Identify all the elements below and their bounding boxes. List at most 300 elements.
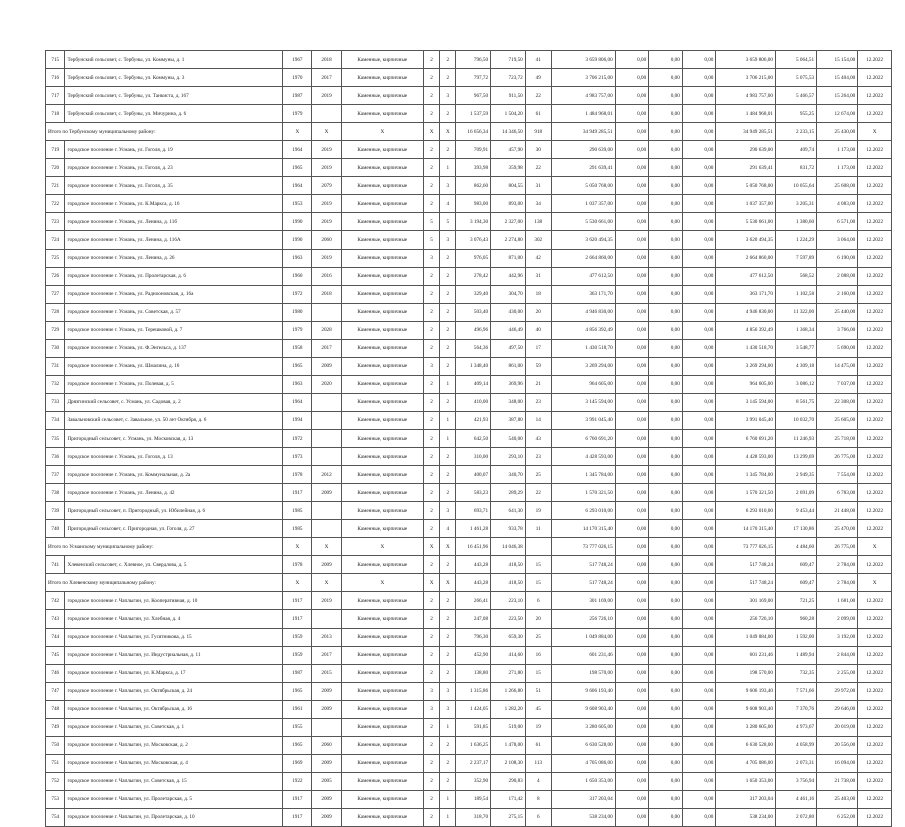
table-cell: 43 bbox=[525, 429, 551, 447]
table-cell: 443,28 bbox=[456, 556, 491, 574]
row-number: 718 bbox=[46, 105, 65, 123]
table-cell: 2 bbox=[423, 466, 439, 484]
table-cell: 2013 bbox=[312, 628, 341, 646]
table-cell: 3 192,00 bbox=[817, 628, 858, 646]
row-number: 730 bbox=[46, 339, 65, 357]
table-cell: 0,00 bbox=[615, 718, 649, 736]
table-cell: 25 430,00 bbox=[817, 123, 858, 141]
table-cell: 1964 bbox=[283, 393, 312, 411]
housing-register-table bbox=[45, 50, 892, 827]
table-cell: 933,78 bbox=[491, 520, 526, 538]
table-cell: 2 bbox=[423, 808, 439, 826]
row-number: 743 bbox=[46, 610, 65, 628]
table-cell: 2 bbox=[423, 105, 439, 123]
table-cell: 1980 bbox=[283, 303, 312, 321]
table-cell: 2019 bbox=[312, 213, 341, 231]
table-cell: 6 bbox=[525, 808, 551, 826]
table-cell: Каменные, кирпичные bbox=[341, 267, 423, 285]
table-cell: 0,00 bbox=[615, 754, 649, 772]
table-cell: 14 170 315,40 bbox=[716, 520, 776, 538]
table-cell: 0,00 bbox=[682, 321, 716, 339]
table-cell: 2 bbox=[423, 393, 439, 411]
table-cell: 0,00 bbox=[615, 448, 649, 466]
table-cell: 340,70 bbox=[491, 466, 526, 484]
table-cell: X bbox=[312, 123, 341, 141]
table-cell: 1 592,00 bbox=[775, 628, 816, 646]
table-cell: 6 190,00 bbox=[817, 249, 858, 267]
table-cell: 0,00 bbox=[649, 213, 683, 231]
table-cell: 5 466,57 bbox=[775, 87, 816, 105]
table-cell: 11 246,93 bbox=[775, 429, 816, 447]
table-cell: 1 315,86 bbox=[456, 682, 491, 700]
table-cell: 12.2022 bbox=[858, 393, 892, 411]
table-cell: 418,50 bbox=[491, 574, 526, 592]
table-cell: 5 075,53 bbox=[775, 69, 816, 87]
table-cell: 198 570,00 bbox=[716, 664, 776, 682]
table-cell: 16 656,34 bbox=[456, 123, 491, 141]
table-cell: 22 bbox=[525, 484, 551, 502]
table-cell: 12.2022 bbox=[858, 195, 892, 213]
table-cell: 12.2022 bbox=[858, 69, 892, 87]
table-row bbox=[46, 556, 892, 574]
table-cell: 2 bbox=[440, 51, 456, 69]
table-cell: 51 bbox=[525, 682, 551, 700]
address-cell: городское поселение г. Усмань, ул. Ленина, д. 26 bbox=[65, 249, 283, 267]
table-cell: 301 169,00 bbox=[551, 592, 615, 610]
table-cell: 113 bbox=[525, 754, 551, 772]
row-number: 729 bbox=[46, 321, 65, 339]
table-row bbox=[46, 448, 892, 466]
table-cell: 2009 bbox=[312, 754, 341, 772]
table-cell: Каменные, кирпичные bbox=[341, 466, 423, 484]
table-cell: 3 991 045,40 bbox=[551, 411, 615, 429]
table-cell: 15 154,00 bbox=[817, 51, 858, 69]
table-cell: 719,50 bbox=[491, 51, 526, 69]
table-cell: X bbox=[312, 538, 341, 556]
address-cell: городское поселение г. Усмань, ул. Коммунальная, д. 2а bbox=[65, 466, 283, 484]
table-cell: Каменные, кирпичные bbox=[341, 628, 423, 646]
table-cell: 7 597,89 bbox=[775, 249, 816, 267]
table-cell: 2 bbox=[440, 754, 456, 772]
table-cell: 291 639,41 bbox=[551, 159, 615, 177]
table-cell: 796,30 bbox=[456, 628, 491, 646]
table-cell: 387,80 bbox=[491, 411, 526, 429]
table-cell: 517 748,24 bbox=[551, 574, 615, 592]
table-cell: 0,00 bbox=[682, 556, 716, 574]
address-cell: городское поселение г. Усмань, ул. Гоголя, д. 13 bbox=[65, 448, 283, 466]
table-row bbox=[46, 285, 892, 303]
address-cell: городское поселение г. Чаплыгин, ул. Октябрьская, д. 16 bbox=[65, 700, 283, 718]
table-cell: 421,93 bbox=[456, 411, 491, 429]
table-cell: 1 484 968,01 bbox=[551, 105, 615, 123]
table-cell: 2 bbox=[440, 556, 456, 574]
table-cell: 0,00 bbox=[649, 303, 683, 321]
table-cell: 291 639,41 bbox=[716, 159, 776, 177]
table-cell: Каменные, кирпичные bbox=[341, 375, 423, 393]
table-cell: 871,00 bbox=[491, 249, 526, 267]
table-cell: 0,00 bbox=[615, 411, 649, 429]
address-cell: городское поселение г. Чаплыгин, ул. Октябрьская, д. 24 bbox=[65, 682, 283, 700]
table-cell: 45 bbox=[525, 700, 551, 718]
table-cell: 409,74 bbox=[775, 141, 816, 159]
table-cell: 12.2022 bbox=[858, 141, 892, 159]
table-cell: 0,00 bbox=[682, 303, 716, 321]
table-cell: 2 bbox=[423, 177, 439, 195]
table-cell: 496,96 bbox=[456, 321, 491, 339]
table-row bbox=[46, 213, 892, 231]
row-number: 736 bbox=[46, 448, 65, 466]
table-cell: Каменные, кирпичные bbox=[341, 592, 423, 610]
table-cell: 1 102,58 bbox=[775, 285, 816, 303]
table-cell: 2079 bbox=[312, 177, 341, 195]
table-cell: 2 274,80 bbox=[491, 231, 526, 249]
table-cell: 2019 bbox=[312, 195, 341, 213]
table-cell: 2009 bbox=[312, 700, 341, 718]
table-cell: 0,00 bbox=[615, 177, 649, 195]
table-cell: 3 bbox=[440, 502, 456, 520]
table-cell: 2012 bbox=[312, 466, 341, 484]
address-cell: городское поселение г. Усмань, ул. Гоголя, д. 23 bbox=[65, 159, 283, 177]
table-cell: X bbox=[312, 574, 341, 592]
table-cell: 955,25 bbox=[775, 105, 816, 123]
table-cell: 5 bbox=[423, 213, 439, 231]
address-cell: Пригородный сельсовет, п. Пригородный, ул. Юбилейная, д. 6 bbox=[65, 502, 283, 520]
table-cell: 1 bbox=[440, 718, 456, 736]
table-cell: X bbox=[423, 538, 439, 556]
table-cell: 3 659 806,00 bbox=[551, 51, 615, 69]
table-row bbox=[46, 772, 892, 790]
table-cell: 2 bbox=[423, 736, 439, 754]
table-cell: 861,00 bbox=[491, 357, 526, 375]
table-cell: 11 bbox=[525, 520, 551, 538]
table-cell: 348,00 bbox=[491, 393, 526, 411]
table-cell: 12.2022 bbox=[858, 790, 892, 808]
table-cell: 5 690,00 bbox=[817, 339, 858, 357]
table-row bbox=[46, 393, 892, 411]
table-cell: 1 266,80 bbox=[491, 682, 526, 700]
table-cell: 1 bbox=[440, 790, 456, 808]
table-cell: 25 440,00 bbox=[817, 303, 858, 321]
table-cell: 0,00 bbox=[649, 754, 683, 772]
table-cell: 2 bbox=[440, 484, 456, 502]
table-row bbox=[46, 736, 892, 754]
table-cell: 19 bbox=[525, 718, 551, 736]
table-cell: X bbox=[440, 123, 456, 141]
table-cell: 363 171,70 bbox=[551, 285, 615, 303]
table-cell: 2 bbox=[423, 303, 439, 321]
table-cell: 12.2022 bbox=[858, 502, 892, 520]
table-row bbox=[46, 520, 892, 538]
table-cell: X bbox=[440, 538, 456, 556]
table-cell: 400,07 bbox=[456, 466, 491, 484]
table-cell: 1 282,20 bbox=[491, 700, 526, 718]
table-cell: 1922 bbox=[283, 772, 312, 790]
table-cell: 0,00 bbox=[649, 718, 683, 736]
table-cell: 12.2022 bbox=[858, 556, 892, 574]
table-cell: 2 237,17 bbox=[456, 754, 491, 772]
table-cell: 1987 bbox=[283, 87, 312, 105]
table-cell: 0,00 bbox=[682, 87, 716, 105]
table-cell: 20 bbox=[525, 303, 551, 321]
table-cell: 12.2022 bbox=[858, 177, 892, 195]
table-cell: 363 171,70 bbox=[716, 285, 776, 303]
table-cell: 2 bbox=[423, 51, 439, 69]
table-cell: 317 203,04 bbox=[716, 790, 776, 808]
table-cell: 12.2022 bbox=[858, 520, 892, 538]
table-cell: 0,00 bbox=[649, 808, 683, 826]
table-cell: 2 bbox=[440, 448, 456, 466]
table-cell: 6 571,00 bbox=[817, 213, 858, 231]
table-cell: 0,00 bbox=[615, 790, 649, 808]
table-cell: 1 368,34 bbox=[775, 321, 816, 339]
table-cell: 22 bbox=[525, 87, 551, 105]
table-cell: 3 bbox=[423, 249, 439, 267]
table-cell: 2 bbox=[423, 339, 439, 357]
row-number: 731 bbox=[46, 357, 65, 375]
table-cell: 0,00 bbox=[682, 195, 716, 213]
table-cell: Каменные, кирпичные bbox=[341, 502, 423, 520]
address-cell: городское поселение г. Усмань, ул. Советская, д. 57 bbox=[65, 303, 283, 321]
table-cell: 0,00 bbox=[649, 682, 683, 700]
table-cell: 540,00 bbox=[491, 429, 526, 447]
table-cell: X bbox=[423, 574, 439, 592]
table-cell: 138,80 bbox=[456, 664, 491, 682]
table-cell: 223,10 bbox=[491, 592, 526, 610]
table-cell: 290,83 bbox=[491, 772, 526, 790]
table-cell: 804,55 bbox=[491, 177, 526, 195]
table-cell: 17 130,86 bbox=[775, 520, 816, 538]
table-cell: X bbox=[283, 538, 312, 556]
table-row bbox=[46, 303, 892, 321]
row-number: 738 bbox=[46, 484, 65, 502]
table-cell: 12.2022 bbox=[858, 736, 892, 754]
table-cell: 0,00 bbox=[649, 429, 683, 447]
table-cell: 73 777 026,15 bbox=[551, 538, 615, 556]
table-cell: 1 537,59 bbox=[456, 105, 491, 123]
table-cell: 0,00 bbox=[649, 574, 683, 592]
table-cell: 1994 bbox=[283, 411, 312, 429]
address-cell: Тербунский сельсовет, с. Тербуны, ул. Мичурина, д. 6 bbox=[65, 105, 283, 123]
table-cell: 1917 bbox=[283, 610, 312, 628]
table-cell: 256 726,10 bbox=[551, 610, 615, 628]
table-cell: 0,00 bbox=[649, 411, 683, 429]
table-cell: 2009 bbox=[312, 808, 341, 826]
table-cell: 0,00 bbox=[682, 249, 716, 267]
table-cell: Каменные, кирпичные bbox=[341, 285, 423, 303]
table-cell: 41 bbox=[525, 51, 551, 69]
table-cell: 12.2022 bbox=[858, 411, 892, 429]
table-cell: 3 280 605,00 bbox=[716, 718, 776, 736]
table-cell: 0,00 bbox=[649, 177, 683, 195]
table-cell: 21 bbox=[525, 375, 551, 393]
table-cell: 12.2022 bbox=[858, 466, 892, 484]
table-cell: 4 428 593,00 bbox=[551, 448, 615, 466]
table-cell: 0,00 bbox=[682, 646, 716, 664]
table-cell: 2009 bbox=[312, 556, 341, 574]
table-cell: 0,00 bbox=[682, 51, 716, 69]
table-cell: 517 748,24 bbox=[551, 556, 615, 574]
table-cell: Каменные, кирпичные bbox=[341, 177, 423, 195]
subtotal-row bbox=[46, 538, 892, 556]
address-cell: городское поселение г. Усмань, ул. Ленина, д. 42 bbox=[65, 484, 283, 502]
table-cell: 49 bbox=[525, 69, 551, 87]
table-cell: 2 bbox=[440, 736, 456, 754]
table-cell: 2 bbox=[423, 375, 439, 393]
table-cell: 964 605,00 bbox=[716, 375, 776, 393]
table-cell: 3 bbox=[440, 231, 456, 249]
table-cell: 430,00 bbox=[491, 303, 526, 321]
table-cell: 1 570 321,50 bbox=[716, 484, 776, 502]
row-number: 748 bbox=[46, 700, 65, 718]
table-cell: 2 664 860,00 bbox=[551, 249, 615, 267]
table-cell: 23 bbox=[525, 393, 551, 411]
table-cell: 517 748,24 bbox=[716, 556, 776, 574]
table-cell: 34 bbox=[525, 195, 551, 213]
table-cell: Каменные, кирпичные bbox=[341, 718, 423, 736]
table-cell: 2 bbox=[423, 592, 439, 610]
table-cell: 517 748,24 bbox=[716, 574, 776, 592]
table-cell: 15 264,00 bbox=[817, 87, 858, 105]
subtotal-label: Итого по Тербунскому муниципальному району: bbox=[46, 123, 283, 141]
table-cell: 1965 bbox=[283, 682, 312, 700]
table-cell: 6 783,00 bbox=[817, 484, 858, 502]
table-cell: Каменные, кирпичные bbox=[341, 520, 423, 538]
row-number: 724 bbox=[46, 231, 65, 249]
table-cell: 34 949 285,51 bbox=[716, 123, 776, 141]
table-cell: 2 bbox=[440, 646, 456, 664]
table-cell: 6 293 010,00 bbox=[716, 502, 776, 520]
table-cell: 290 639,00 bbox=[716, 141, 776, 159]
table-cell: 1961 bbox=[283, 700, 312, 718]
table-cell: 2 327,00 bbox=[491, 213, 526, 231]
table-cell: 0,00 bbox=[682, 736, 716, 754]
table-cell: 31 bbox=[525, 267, 551, 285]
table-cell: 0,00 bbox=[615, 484, 649, 502]
table-cell: X bbox=[341, 123, 423, 141]
address-cell: Тербунский сельсовет, с. Тербуны, ул. Коммуны, д. 1 bbox=[65, 51, 283, 69]
table-cell: 1 173,00 bbox=[817, 141, 858, 159]
table-cell: 301 169,00 bbox=[716, 592, 776, 610]
table-cell: 0,00 bbox=[682, 231, 716, 249]
table-cell: 4 428 593,00 bbox=[716, 448, 776, 466]
table-cell: Каменные, кирпичные bbox=[341, 754, 423, 772]
table-row bbox=[46, 231, 892, 249]
table-cell: 3 145 594,00 bbox=[551, 393, 615, 411]
subtotal-row bbox=[46, 574, 892, 592]
table-cell: 1 037 357,00 bbox=[551, 195, 615, 213]
table-cell: 983,00 bbox=[456, 195, 491, 213]
table-cell: 2 bbox=[423, 718, 439, 736]
table-cell: 12.2022 bbox=[858, 682, 892, 700]
table-row bbox=[46, 87, 892, 105]
row-number: 719 bbox=[46, 141, 65, 159]
table-cell: 918 bbox=[525, 123, 551, 141]
table-cell: X bbox=[283, 123, 312, 141]
row-number: 739 bbox=[46, 502, 65, 520]
table-cell: 4 bbox=[440, 520, 456, 538]
table-cell: 3 269 294,00 bbox=[716, 357, 776, 375]
table-cell: 42 bbox=[525, 249, 551, 267]
table-cell: 0,00 bbox=[682, 772, 716, 790]
table-cell: 3 064,00 bbox=[817, 231, 858, 249]
table-cell: 0,00 bbox=[615, 772, 649, 790]
table-row bbox=[46, 664, 892, 682]
address-cell: городское поселение г. Чаплыгин, ул. Московская, д. 2 bbox=[65, 736, 283, 754]
table-cell: 0,00 bbox=[615, 682, 649, 700]
table-cell: 0,00 bbox=[682, 466, 716, 484]
table-cell: 0,00 bbox=[649, 520, 683, 538]
table-cell: 1 570 321,50 bbox=[551, 484, 615, 502]
table-cell: 247,08 bbox=[456, 610, 491, 628]
table-row bbox=[46, 51, 892, 69]
address-cell: городское поселение г. Чаплыгин, ул. Кооперативная, д. 10 bbox=[65, 592, 283, 610]
table-cell: 1 461,28 bbox=[456, 520, 491, 538]
table-cell: 1 bbox=[440, 159, 456, 177]
address-cell: Пригородный сельсовет, с. Пригородная, ул. Гоголя, д. 27 bbox=[65, 520, 283, 538]
subtotal-label: Итого по Хлевенскому муниципальному району: bbox=[46, 574, 283, 592]
table-cell: 1978 bbox=[283, 466, 312, 484]
table-cell: 960,28 bbox=[775, 610, 816, 628]
table-cell: 1963 bbox=[283, 375, 312, 393]
table-cell: 721,25 bbox=[775, 592, 816, 610]
table-cell: 2028 bbox=[312, 321, 341, 339]
table-cell: 0,00 bbox=[649, 105, 683, 123]
table-cell: 10 055,64 bbox=[775, 177, 816, 195]
table-cell: 2019 bbox=[312, 141, 341, 159]
table-cell: 16 bbox=[525, 646, 551, 664]
address-cell: городское поселение г. Усмань, ул. Раднооновская, д. 16а bbox=[65, 285, 283, 303]
table-cell: 2 bbox=[440, 249, 456, 267]
table-row bbox=[46, 69, 892, 87]
table-cell: 2 bbox=[440, 664, 456, 682]
table-cell: 12.2022 bbox=[858, 267, 892, 285]
table-cell: 23 bbox=[525, 448, 551, 466]
table-cell: 0,00 bbox=[682, 592, 716, 610]
table-cell: 0,00 bbox=[682, 105, 716, 123]
table-cell: 0,00 bbox=[682, 375, 716, 393]
table-cell: 0,00 bbox=[615, 159, 649, 177]
table-cell: 12.2022 bbox=[858, 484, 892, 502]
table-cell: 0,00 bbox=[615, 574, 649, 592]
address-cell: городское поселение г. Чаплыгин, ул. К.Маркса, д. 17 bbox=[65, 664, 283, 682]
table-cell: Каменные, кирпичные bbox=[341, 105, 423, 123]
table-cell: 1953 bbox=[283, 195, 312, 213]
table-cell: 2015 bbox=[312, 664, 341, 682]
table-cell: 3 756,94 bbox=[775, 772, 816, 790]
table-cell: Каменные, кирпичные bbox=[341, 231, 423, 249]
table-cell: 8 561,75 bbox=[775, 393, 816, 411]
table-cell: 25 608,00 bbox=[817, 177, 858, 195]
table-cell: 21 448,00 bbox=[817, 502, 858, 520]
address-cell: городское поселение г. Усмань, ул. Шмалина, д. 16 bbox=[65, 357, 283, 375]
table-cell: 12.2022 bbox=[858, 213, 892, 231]
table-cell: 25 bbox=[525, 628, 551, 646]
table-cell: Каменные, кирпичные bbox=[341, 51, 423, 69]
table-cell: 409,14 bbox=[456, 375, 491, 393]
table-cell: Каменные, кирпичные bbox=[341, 646, 423, 664]
table-cell: 6 760 691,20 bbox=[716, 429, 776, 447]
table-cell: 0,00 bbox=[682, 339, 716, 357]
table-cell: 25 605,00 bbox=[817, 411, 858, 429]
table-cell bbox=[312, 610, 341, 628]
table-cell: 1990 bbox=[283, 231, 312, 249]
table-cell: 271,80 bbox=[491, 664, 526, 682]
table-cell: 2 664 860,00 bbox=[716, 249, 776, 267]
table-cell: 0,00 bbox=[615, 628, 649, 646]
table-cell: 0,00 bbox=[649, 339, 683, 357]
table-cell: 1959 bbox=[283, 646, 312, 664]
table-cell: 0,00 bbox=[615, 69, 649, 87]
